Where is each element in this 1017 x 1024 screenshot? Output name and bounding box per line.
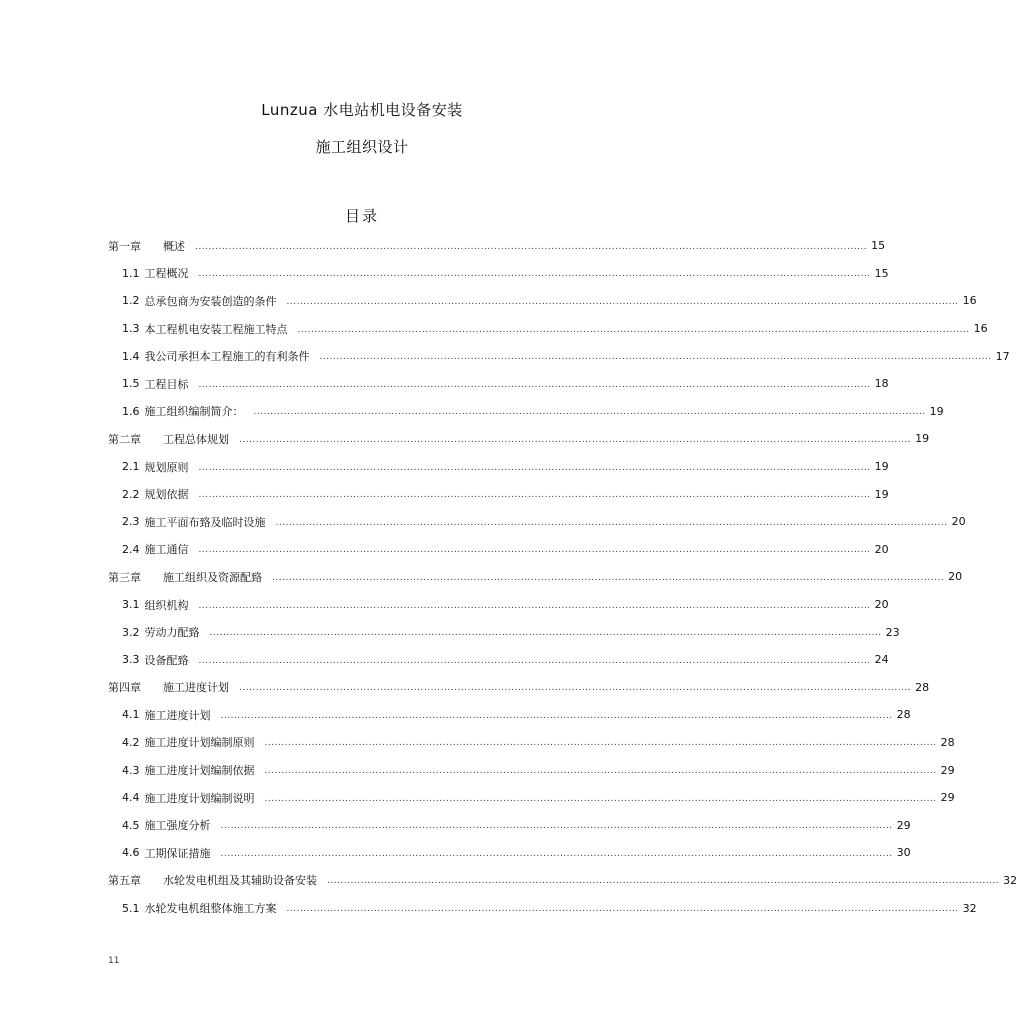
toc-entry-number: 4.1 xyxy=(122,708,140,722)
toc-entry-title: 工期保证措施 xyxy=(144,846,211,860)
toc-entry-page: 32 xyxy=(1003,873,1017,887)
toc-entry-title: 工程总体规划 xyxy=(163,432,229,446)
toc-entry-number: 3.1 xyxy=(122,598,140,612)
toc-entry-page: 30 xyxy=(896,846,911,860)
toc-entry-title: 施工平面布臵及临时设施 xyxy=(144,515,266,529)
toc-entry-page: 16 xyxy=(973,322,988,336)
toc-entry-title: 施工组织及资源配臵 xyxy=(163,570,262,584)
toc-entry-page: 24 xyxy=(874,653,889,667)
toc-section-entry[interactable] xyxy=(108,811,911,839)
toc-section-entry[interactable] xyxy=(108,287,977,315)
toc-dot-leader: ........................................................................................................................................................................................................ xyxy=(264,793,937,804)
toc-entry-title: 施工进度计划编制原则 xyxy=(144,736,255,750)
toc-entry-title: 规划原则 xyxy=(144,460,189,474)
toc-dot-leader: ........................................................................................................................................................................................................ xyxy=(286,904,959,915)
toc-dot-leader: ........................................................................................................................................................................................................ xyxy=(198,655,871,666)
toc-section-entry[interactable] xyxy=(108,536,889,564)
toc-entry-number: 4.6 xyxy=(122,846,140,860)
toc-entry-number: 2.4 xyxy=(122,542,140,556)
toc-entry-number: 第三章 xyxy=(108,570,141,584)
toc-section-entry[interactable] xyxy=(108,646,889,674)
toc-entry-title: 施工进度计划编制依据 xyxy=(144,764,255,778)
toc-section-entry[interactable] xyxy=(108,591,889,619)
toc-dot-leader: ........................................................................................................................................................................................................ xyxy=(319,352,992,363)
toc-entry-page: 28 xyxy=(915,680,930,694)
toc-entry-title: 施工强度分析 xyxy=(144,819,211,833)
document-title: Lunzua 水电站机电设备安装 xyxy=(261,101,463,119)
table-of-contents xyxy=(108,232,1017,922)
toc-entry-title: 施工进度计划 xyxy=(163,681,229,695)
toc-entry-title: 设备配臵 xyxy=(144,653,189,667)
toc-dot-leader: ........................................................................................................................................................................................................ xyxy=(198,600,871,611)
toc-entry-number: 4.4 xyxy=(122,791,140,805)
toc-entry-title: 施工进度计划 xyxy=(144,708,211,722)
toc-dot-leader: ........................................................................................................................................................................................................ xyxy=(264,766,937,777)
toc-dot-leader: ........................................................................................................................................................................................................ xyxy=(198,379,871,390)
toc-entry-number: 第二章 xyxy=(108,432,141,446)
toc-dot-leader: ........................................................................................................................................................................................................ xyxy=(253,407,926,418)
toc-chapter-entry[interactable] xyxy=(108,674,930,702)
toc-entry-number: 3.3 xyxy=(122,653,140,667)
toc-entry-number: 2.2 xyxy=(122,487,140,501)
toc-section-entry[interactable] xyxy=(108,315,988,343)
toc-section-entry[interactable] xyxy=(108,839,911,867)
toc-entry-page: 32 xyxy=(962,901,977,915)
toc-dot-leader: ........................................................................................................................................................................................................ xyxy=(286,296,959,307)
toc-dot-leader: ........................................................................................................................................................................................................ xyxy=(209,628,882,639)
toc-section-entry[interactable] xyxy=(108,784,955,812)
toc-dot-leader: ........................................................................................................................................................................................................ xyxy=(272,572,945,583)
toc-entry-page: 29 xyxy=(896,818,911,832)
toc-entry-page: 16 xyxy=(962,294,977,308)
toc-entry-page: 29 xyxy=(940,791,955,805)
toc-heading: 目录 xyxy=(344,207,379,225)
toc-entry-page: 15 xyxy=(871,239,886,253)
toc-entry-title: 劳动力配臵 xyxy=(144,626,200,640)
toc-entry-title: 概述 xyxy=(163,239,185,253)
toc-entry-title: 施工通信 xyxy=(144,543,189,557)
toc-entry-page: 20 xyxy=(948,570,963,584)
toc-entry-page: 19 xyxy=(874,487,889,501)
toc-entry-title: 组织机构 xyxy=(144,598,189,612)
toc-dot-leader: ........................................................................................................................................................................................................ xyxy=(198,269,871,280)
toc-entry-title: 我公司承担本工程施工的有利条件 xyxy=(144,350,310,364)
toc-chapter-entry[interactable] xyxy=(108,425,930,453)
toc-dot-leader: ........................................................................................................................................................................................................ xyxy=(239,683,912,694)
toc-entry-title: 总承包商为安装创造的条件 xyxy=(144,294,277,308)
toc-dot-leader: ........................................................................................................................................................................................................ xyxy=(198,490,871,501)
toc-entry-number: 5.1 xyxy=(122,901,140,915)
toc-section-entry[interactable] xyxy=(108,894,977,922)
toc-entry-number: 1.1 xyxy=(122,266,140,280)
toc-entry-title: 规划依据 xyxy=(144,488,189,502)
toc-entry-title: 工程目标 xyxy=(144,377,189,391)
toc-entry-page: 23 xyxy=(885,625,900,639)
toc-entry-page: 18 xyxy=(874,377,889,391)
toc-entry-page: 20 xyxy=(874,598,889,612)
toc-entry-title: 本工程机电安装工程施工特点 xyxy=(144,322,288,336)
toc-entry-title: 施工进度计划编制说明 xyxy=(144,791,255,805)
toc-entry-number: 1.6 xyxy=(122,404,140,418)
document-subtitle: 施工组织设计 xyxy=(315,138,409,156)
page-number: 11 xyxy=(108,956,120,966)
toc-entry-number: 4.2 xyxy=(122,735,140,749)
toc-section-entry[interactable] xyxy=(108,729,955,757)
toc-entry-title: 施工组织编制简介： xyxy=(144,405,244,419)
toc-entry-number: 4.3 xyxy=(122,763,140,777)
toc-entry-page: 19 xyxy=(929,404,944,418)
toc-section-entry[interactable] xyxy=(108,370,889,398)
toc-section-entry[interactable] xyxy=(108,260,889,288)
toc-entry-page: 15 xyxy=(874,266,889,280)
toc-entry-title: 水轮发电机组整体施工方案 xyxy=(144,902,277,916)
toc-section-entry[interactable] xyxy=(108,618,900,646)
toc-entry-title: 水轮发电机组及其辅助设备安装 xyxy=(163,874,317,888)
toc-entry-number: 第五章 xyxy=(108,874,141,888)
toc-chapter-entry[interactable] xyxy=(108,867,1017,895)
toc-entry-number: 2.3 xyxy=(122,515,140,529)
toc-dot-leader: ........................................................................................................................................................................................................ xyxy=(239,434,912,445)
toc-entry-page: 19 xyxy=(915,432,930,446)
toc-dot-leader: ........................................................................................................................................................................................................ xyxy=(264,738,937,749)
toc-dot-leader: ........................................................................................................................................................................................................ xyxy=(327,876,1000,887)
toc-entry-page: 19 xyxy=(874,460,889,474)
toc-entry-page: 20 xyxy=(951,515,966,529)
toc-entry-number: 第四章 xyxy=(108,681,141,695)
toc-entry-number: 3.2 xyxy=(122,625,140,639)
toc-entry-number: 第一章 xyxy=(108,239,141,253)
toc-section-entry[interactable] xyxy=(108,398,944,426)
toc-entry-number: 1.5 xyxy=(122,377,140,391)
toc-section-entry[interactable] xyxy=(108,701,911,729)
toc-entry-title: 工程概况 xyxy=(144,267,189,281)
toc-section-entry[interactable] xyxy=(108,453,889,481)
toc-chapter-entry[interactable] xyxy=(108,563,963,591)
toc-dot-leader: ........................................................................................................................................................................................................ xyxy=(275,517,948,528)
toc-dot-leader: ........................................................................................................................................................................................................ xyxy=(297,324,970,335)
toc-entry-page: 28 xyxy=(940,735,955,749)
toc-section-entry[interactable] xyxy=(108,508,966,536)
toc-dot-leader: ........................................................................................................................................................................................................ xyxy=(220,821,893,832)
toc-chapter-entry[interactable] xyxy=(108,232,886,260)
toc-dot-leader: ........................................................................................................................................................................................................ xyxy=(220,710,893,721)
toc-entry-page: 17 xyxy=(995,349,1010,363)
toc-entry-page: 20 xyxy=(874,542,889,556)
toc-entry-page: 29 xyxy=(940,763,955,777)
toc-entry-number: 2.1 xyxy=(122,460,140,474)
toc-section-entry[interactable] xyxy=(108,342,1010,370)
toc-section-entry[interactable] xyxy=(108,756,955,784)
toc-dot-leader: ........................................................................................................................................................................................................ xyxy=(198,462,871,473)
toc-entry-page: 28 xyxy=(896,708,911,722)
toc-dot-leader: ........................................................................................................................................................................................................ xyxy=(195,241,868,252)
toc-dot-leader: ........................................................................................................................................................................................................ xyxy=(220,848,893,859)
toc-entry-number: 1.4 xyxy=(122,349,140,363)
toc-dot-leader: ........................................................................................................................................................................................................ xyxy=(198,545,871,556)
toc-entry-number: 1.3 xyxy=(122,322,140,336)
toc-entry-number: 4.5 xyxy=(122,818,140,832)
toc-entry-number: 1.2 xyxy=(122,294,140,308)
toc-section-entry[interactable] xyxy=(108,480,889,508)
